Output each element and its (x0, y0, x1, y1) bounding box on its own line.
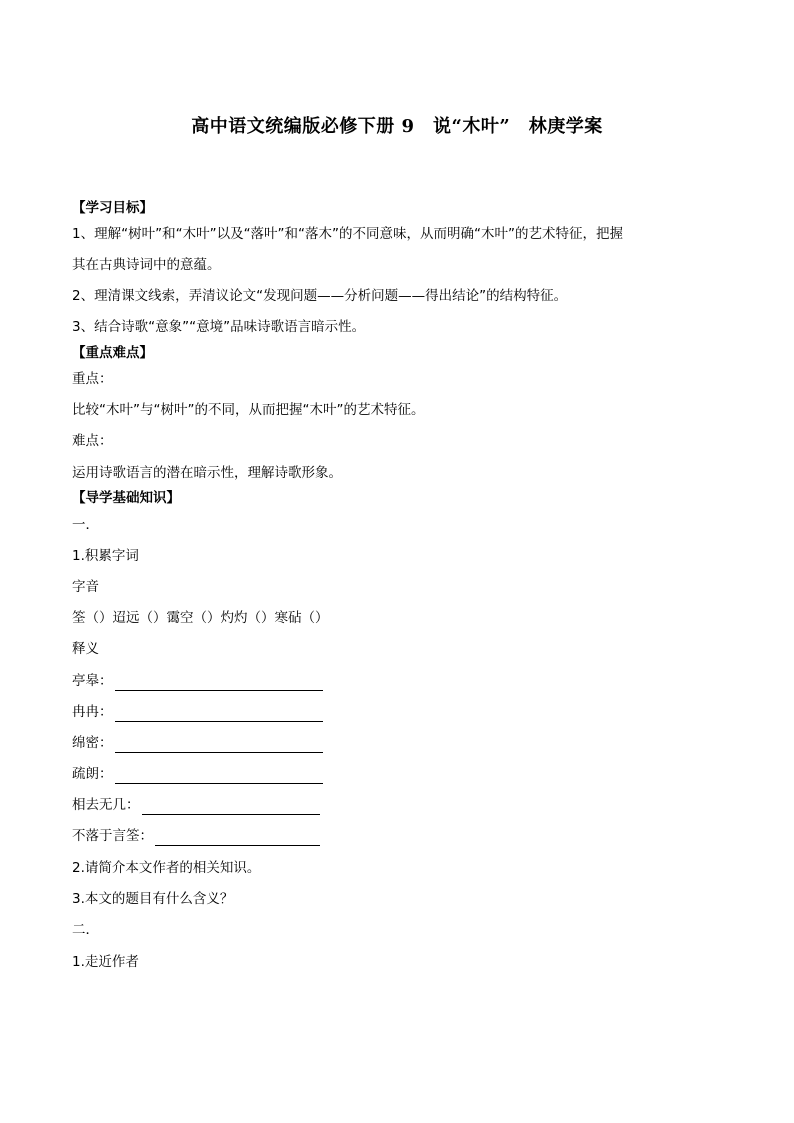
key-point-text: 比较“木叶”与“树叶”的不同，从而把握“木叶”的艺术特征。 (72, 402, 425, 418)
blank-row-tinggao (72, 671, 323, 691)
blank-label: 冉冉： (72, 704, 113, 720)
guide-heading: 【导学基础知识】 (72, 490, 180, 506)
answer-blank[interactable] (115, 737, 323, 753)
answer-blank[interactable] (155, 830, 320, 846)
blank-row-xiangqu (72, 795, 320, 815)
key-difficulty-heading: 【重点难点】 (72, 345, 153, 361)
goal-2: 2、理清课文线索，弄清议论文“发现问题——分析问题——得出结论”的结构特征。 (72, 288, 568, 304)
goal-1-line-1: 1、理解“树叶”和“木叶”以及“落叶”和“落木”的不同意味，从而明确“木叶”的艺术特征，把握 (72, 226, 624, 242)
difficult-point-label: 难点： (72, 433, 113, 449)
answer-blank[interactable] (115, 768, 323, 784)
blank-row-shulang (72, 764, 323, 784)
item-2-author-info: 2.请简介本文作者的相关知识。 (72, 860, 261, 876)
blank-label: 相去无几： (72, 797, 140, 813)
blank-label: 亭皋： (72, 673, 113, 689)
item-3-title-meaning: 3.本文的题目有什么含义？ (72, 891, 234, 907)
part-one-marker: 一． (72, 517, 99, 533)
answer-blank[interactable] (115, 675, 323, 691)
blank-row-mianmi (72, 733, 323, 753)
pronunciation-label: 字音 (72, 579, 99, 595)
item-approach-author: 1.走近作者 (72, 954, 139, 970)
answer-blank[interactable] (115, 706, 323, 722)
goal-3: 3、结合诗歌“意象”“意境”品味诗歌语言暗示性。 (72, 319, 366, 335)
document-title: 高中语文统编版必修下册 9 说“木叶” 林庚学案 (191, 116, 603, 137)
pronunciation-items: 筌（）迢远（）霭空（）灼灼（）寒砧（） (72, 610, 329, 626)
blank-row-yanquan (72, 826, 320, 846)
goal-1-line-2: 其在古典诗词中的意蕴。 (72, 257, 221, 273)
difficult-point-text: 运用诗歌语言的潜在暗示性，理解诗歌形象。 (72, 465, 342, 481)
item-1-vocabulary: 1.积累字词 (72, 548, 139, 564)
meaning-label: 释义 (72, 641, 99, 657)
part-two-marker: 二． (72, 922, 99, 938)
blank-label: 不落于言筌： (72, 828, 153, 844)
blank-label: 绵密： (72, 735, 113, 751)
blank-label: 疏朗： (72, 766, 113, 782)
answer-blank[interactable] (142, 799, 320, 815)
key-point-label: 重点： (72, 371, 113, 387)
goals-heading: 【学习目标】 (72, 200, 153, 216)
blank-row-ranran (72, 702, 323, 722)
